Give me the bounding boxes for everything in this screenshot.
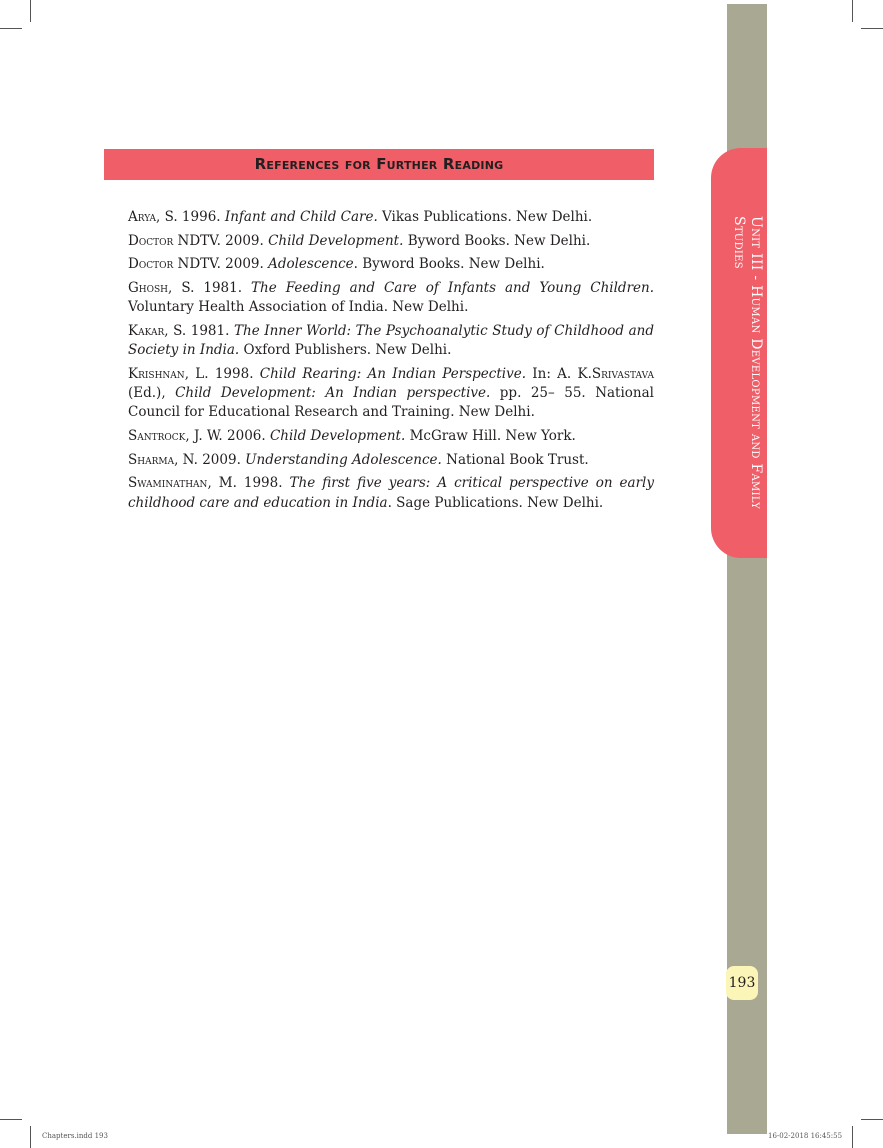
reference-text: NDTV. 2009. (173, 232, 269, 249)
reference-item (128, 255, 654, 274)
reference-text: . Byword Books. New Delhi. (353, 256, 545, 273)
reference-text: , L. 1998. (184, 365, 260, 382)
reference-text: pp. 25– 55. National Council for Educational Research and Training. New Delhi. (128, 385, 654, 421)
crop-mark (852, 0, 853, 22)
reference-title: Child Development: An Indian perspective. (175, 385, 491, 402)
reference-author: Swaminathan (128, 475, 208, 492)
crop-mark (861, 28, 883, 29)
crop-mark (0, 1119, 22, 1120)
reference-item (128, 474, 654, 512)
reference-text: , M. 1998. (207, 475, 290, 492)
crop-mark (30, 0, 31, 22)
reference-text: McGraw Hill. New York. (405, 428, 576, 445)
reference-author: Santrock (128, 428, 186, 445)
reference-text: , J. W. 2006. (185, 428, 270, 445)
crop-mark (30, 1126, 31, 1148)
reference-title: Understanding Adolescence. (245, 451, 442, 468)
unit-tab-label: Unit III - Human Development and Family Studies (731, 216, 764, 510)
reference-item (128, 279, 654, 317)
reference-text: Oxford Publishers. New Delhi. (239, 342, 452, 359)
page-number: 193 (726, 966, 758, 1000)
reference-author: Doctor (128, 232, 174, 249)
reference-title: The Feeding and Care of Infants and Young Children. (251, 280, 655, 297)
reference-title: The Inner World: The Psychoanalytic Study of Childhood and Society in India. (128, 323, 655, 359)
section-banner (104, 149, 654, 180)
reference-title: Child Development. (269, 428, 406, 445)
reference-list (128, 208, 654, 517)
reference-author: Krishnan (128, 365, 185, 382)
reference-author: Kakar (128, 323, 165, 340)
reference-item (128, 451, 654, 470)
reference-title: Child Rearing: An Indian Perspective. (259, 365, 526, 382)
reference-item (128, 232, 654, 251)
reference-text: In: A. K. (526, 365, 592, 382)
reference-text: , S. 1981. (168, 280, 252, 297)
reference-item (128, 427, 654, 446)
reference-item (128, 208, 654, 227)
crop-mark (852, 1126, 853, 1148)
reference-title: Child Development. (268, 232, 404, 249)
section-title: References for Further Reading (254, 155, 504, 173)
reference-text: Vikas Publications. New Delhi. (377, 209, 593, 225)
reference-text: , N. 2009. (174, 451, 246, 468)
reference-item (128, 365, 654, 423)
reference-text: National Book Trust. (441, 451, 589, 468)
reference-title: The first five years: A critical perspective on early childhood care and education in India (128, 475, 654, 511)
reference-item (128, 322, 654, 360)
reference-text: , S. 1996. (156, 209, 225, 225)
reference-title: Adolescence (268, 256, 354, 273)
crop-mark (861, 1119, 883, 1120)
reference-text: . Sage Publications. New Delhi. (387, 494, 604, 511)
reference-author: Sharma (128, 451, 175, 468)
footer-timestamp: 16-02-2018 16:45:55 (768, 1132, 843, 1140)
reference-text: Byword Books. New Delhi. (403, 232, 591, 249)
reference-text: , S. 1981. (164, 323, 234, 340)
reference-text: (Ed.), (128, 385, 176, 402)
reference-title: Infant and Child Care. (224, 209, 378, 225)
footer-file-info: Chapters.indd 193 (42, 1132, 108, 1140)
reference-author: Arya (128, 209, 156, 225)
reference-editor: Srivastava (591, 365, 654, 382)
reference-text: NDTV. 2009. (173, 256, 269, 273)
reference-text: Voluntary Health Association of India. New Delhi. (128, 299, 469, 316)
reference-author: Doctor (128, 256, 174, 273)
crop-mark (0, 28, 22, 29)
reference-author: Ghosh (128, 280, 169, 297)
